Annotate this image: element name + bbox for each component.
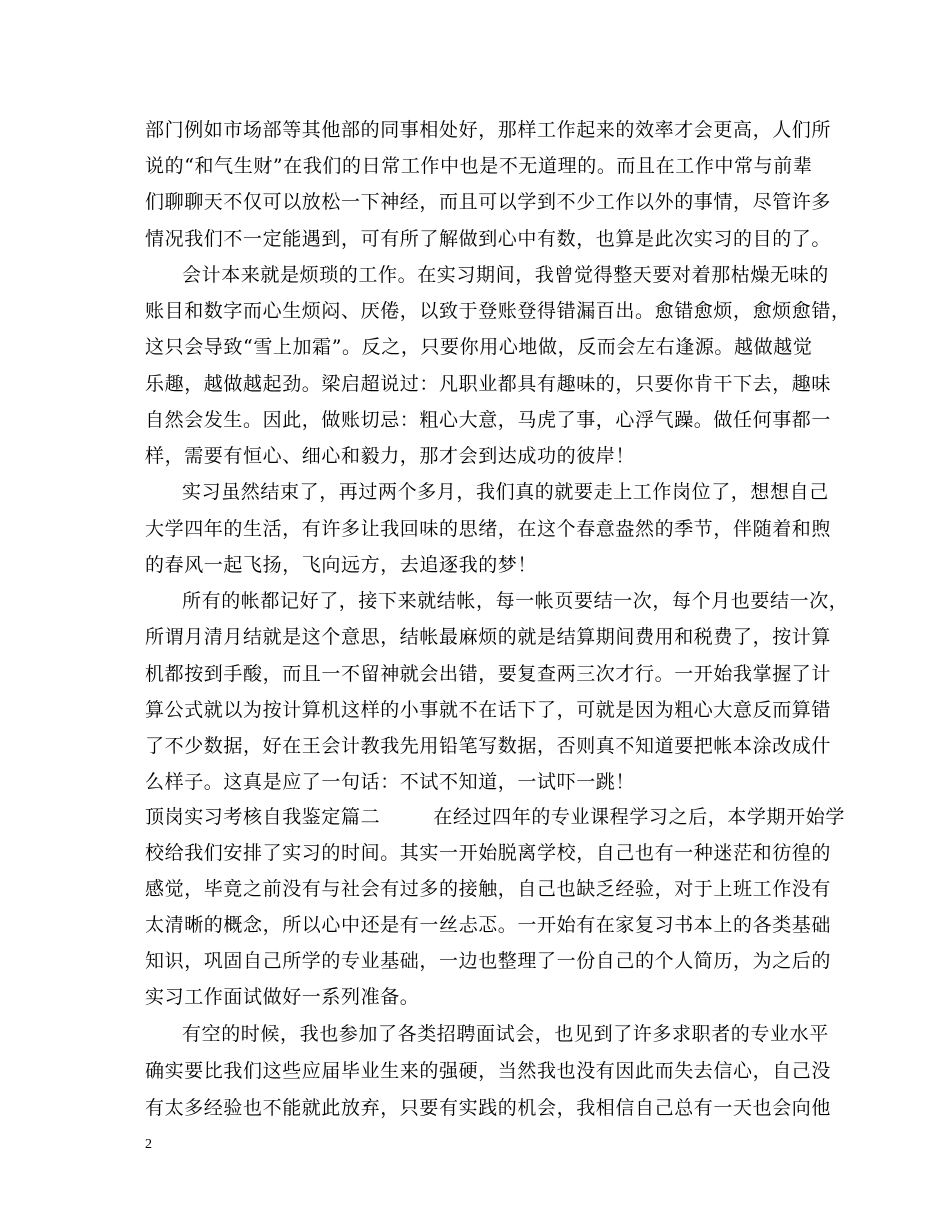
text-line: 知识，巩固自己所学的专业基础，一边也整理了一份自己的个人简历，为之后的 (145, 950, 832, 972)
text-line: 感觉，毕竟之前没有与社会有过多的接触，自己也缺乏经验，对于上班工作没有 (145, 878, 832, 900)
text-line: 的春风一起飞扬，飞向远方，去追逐我的梦！ (145, 554, 538, 576)
text-line: 们聊聊天不仅可以放松一下神经，而且可以学到不少工作以外的事情，尽管许多 (145, 191, 832, 213)
paragraph-first-line: 实习虽然结束了，再过两个多月，我们真的就要走上工作岗位了，想想自己 (182, 481, 829, 503)
text-line: 了不少数据，好在王会计教我先用铅笔写数据，否则真不知道要把帐本涂改成什 (145, 735, 832, 757)
paragraph-first-line: 有空的时候，我也参加了各类招聘面试会，也见到了许多求职者的专业水平 (182, 1023, 829, 1045)
text-line: 太清晰的概念，所以心中还是有一丝忐忑。一开始有在家复习书本上的各类基础 (145, 914, 832, 936)
text-line: 实习工作面试做好一系列准备。 (145, 986, 420, 1008)
text-line: 情况我们不一定能遇到，可有所了解做到心中有数，也算是此次实习的目的了。 (145, 228, 832, 250)
section-heading-line: 顶岗实习考核自我鉴定篇二 在经过四年的专业课程学习之后，本学期开始学 (145, 806, 845, 828)
text-line: 有太多经验也不能就此放弃，只要有实践的机会，我相信自己总有一天也会向他 (145, 1097, 832, 1119)
text-line: 自然会发生。因此，做账切忌：粗心大意，马虎了事，心浮气躁。做任何事都一 (145, 409, 832, 431)
text-line: 账目和数字而心生烦闷、厌倦，以致于登账登得错漏百出。愈错愈烦，愈烦愈错， (145, 300, 851, 322)
text-line: 乐趣，越做越起劲。梁启超说过：凡职业都具有趣味的，只要你肯干下去，趣味 (145, 373, 832, 395)
text-line: 样，需要有恒心、细心和毅力，那才会到达成功的彼岸！ (145, 445, 636, 467)
text-line: 部门例如市场部等其他部的同事相处好，那样工作起来的效率才会更高，人们所 (145, 119, 832, 141)
text-line: 这只会导致“雪上加霜”。反之，只要你用心地做，反而会左右逢源。越做越觉 (145, 336, 813, 358)
text-line: 么样子。这真是应了一句话：不试不知道，一试吓一跳！ (145, 771, 636, 793)
text-line: 说的“和气生财”在我们的日常工作中也是不无道理的。而且在工作中常与前辈 (145, 155, 813, 177)
page-number: 2 (145, 1137, 152, 1152)
text-line: 算公式就以为按计算机这样的小事就不在话下了，可就是因为粗心大意反而算错 (145, 699, 832, 721)
text-line: 校给我们安排了实习的时间。其实一开始脱离学校，自己也有一种迷茫和彷徨的 (145, 842, 832, 864)
paragraph-first-line: 会计本来就是烦琐的工作。在实习期间，我曾觉得整天要对着那枯燥无味的 (182, 264, 829, 286)
text-line: 所谓月清月结就是这个意思，结帐最麻烦的就是结算期间费用和税费了，按计算 (145, 626, 832, 648)
text-line: 机都按到手酸，而且一不留神就会出错，要复查两三次才行。一开始我掌握了计 (145, 663, 832, 685)
text-line: 确实要比我们这些应届毕业生来的强硬，当然我也没有因此而失去信心，自己没 (145, 1060, 832, 1082)
paragraph-first-line: 所有的帐都记好了，接下来就结帐，每一帐页要结一次，每个月也要结一次， (182, 590, 849, 612)
text-line: 大学四年的生活，有许多让我回味的思绪，在这个春意盎然的季节，伴随着和煦 (145, 518, 832, 540)
